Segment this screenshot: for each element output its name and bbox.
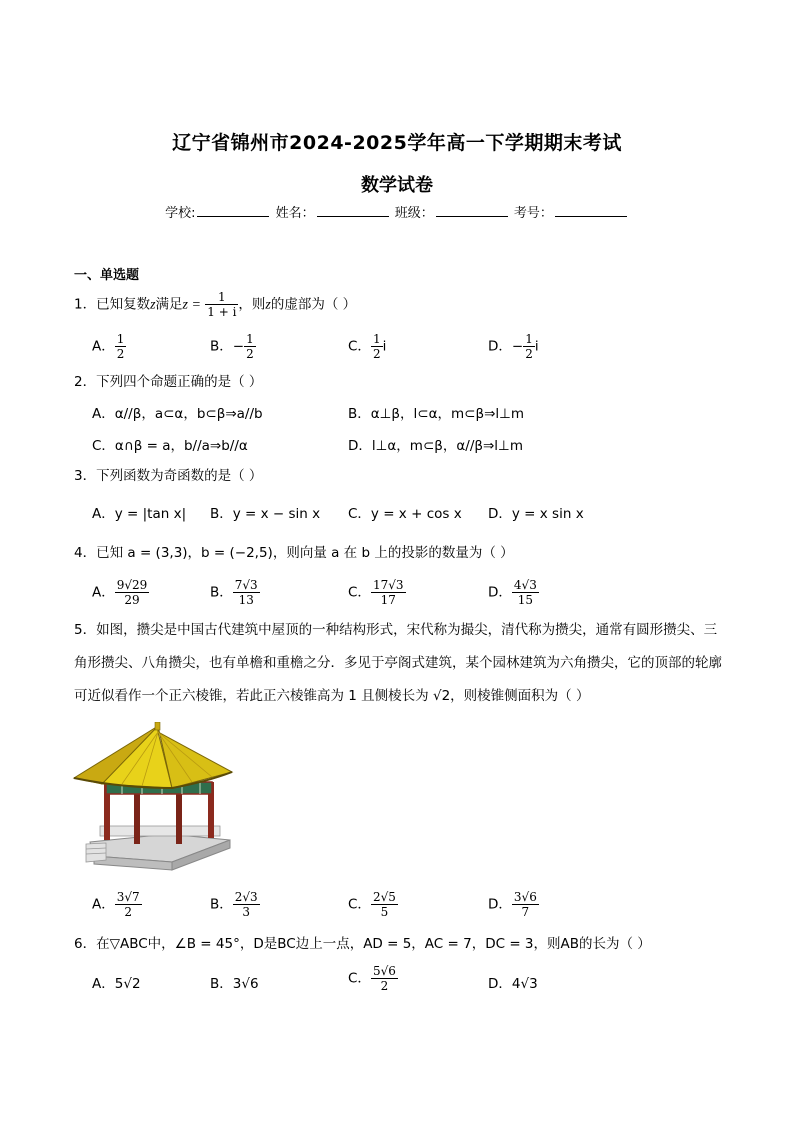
- question-3: 3．下列函数为奇函数的是（ ）: [74, 468, 263, 484]
- q6-option-a[interactable]: A．5√2: [92, 976, 141, 992]
- name-label: 姓名：: [275, 206, 315, 221]
- class-blank[interactable]: [436, 203, 508, 217]
- document-title: 辽宁省锦州市2024-2025学年高一下学期期末考试: [172, 132, 622, 154]
- exam-number-blank[interactable]: [555, 203, 627, 217]
- school-label: 学校:: [165, 206, 196, 221]
- class-label: 班级：: [394, 206, 434, 221]
- q4-option-d[interactable]: D． $\frac{4√3}{15}$: [488, 578, 537, 607]
- q4-option-a[interactable]: A． $\frac{9√29}{29}$: [92, 578, 148, 607]
- q1-fraction: $\frac{1}{1 + i}$: [207, 290, 237, 319]
- q6-option-d[interactable]: D．4√3: [488, 976, 538, 992]
- question-2: 2．下列四个命题正确的是（ ）: [74, 374, 263, 390]
- q1-option-a[interactable]: A． $\frac{1}{2}$: [92, 332, 125, 361]
- q2-option-d[interactable]: D．l⊥α，m⊂β，α//β⇒l⊥m: [348, 438, 523, 454]
- question-4: 4．已知 a = (3,3)，b = (−2,5)，则向量 a 在 b 上的投影的数量为（ ）: [74, 545, 514, 561]
- school-blank[interactable]: [197, 203, 269, 217]
- exam-number-label: 考号：: [513, 206, 553, 221]
- q1-option-c[interactable]: C． $\frac{1}{2}$ i: [348, 332, 387, 361]
- q6-option-c[interactable]: C． $\frac{5√6}{2}$: [348, 964, 396, 993]
- document-subtitle: 数学试卷: [361, 175, 433, 196]
- q5-option-c[interactable]: C． $\frac{2√5}{5}$: [348, 890, 396, 919]
- question-1: 1．已知复数z满足z = $\frac{1}{1 + i}$ ，则z的虚部为（ ）: [74, 290, 357, 319]
- q1-option-d[interactable]: D．− $\frac{1}{2}$ i: [488, 332, 539, 361]
- q5-option-b[interactable]: B． $\frac{2√3}{3}$: [210, 890, 258, 919]
- q3-option-d[interactable]: D．y = x sin x: [488, 506, 584, 522]
- student-info-line: [0, 202, 794, 221]
- q3-option-c[interactable]: C．y = x + cos x: [348, 506, 462, 522]
- section-heading: 一、单选题: [74, 268, 140, 283]
- q1-option-b[interactable]: B．− $\frac{1}{2}$: [210, 332, 254, 361]
- q2-option-a[interactable]: A．α//β，a⊂α，b⊂β⇒a//b: [92, 406, 263, 422]
- question-5: 5．如图，攒尖是中国古代建筑中屋顶的一种结构形式，宋代称为撮尖，清代称为攒尖，通常有圆形攒尖、三角形攒尖、八角攒尖，也有单檐和重檐之分．多见于亭阁式建筑，某个园林建筑为六角攒尖，它的顶部的轮廓可近似看作一个正六棱锥，若此正六棱锥高为 1 且侧棱长为 √2，则棱锥侧面积为（ ）: [74, 622, 722, 704]
- q5-option-a[interactable]: A． $\frac{3√7}{2}$: [92, 890, 140, 919]
- q5-option-d[interactable]: D． $\frac{3√6}{7}$: [488, 890, 537, 919]
- q6-option-b[interactable]: B．3√6: [210, 976, 259, 992]
- pavilion-illustration: [72, 722, 240, 872]
- q3-option-b[interactable]: B．y = x − sin x: [210, 506, 321, 522]
- question-6: 6．在▽ABC中，∠B = 45°，D是BC边上一点，AD = 5，AC = 7，DC = 3，则AB的长为（ ）: [74, 936, 651, 952]
- q3-option-a[interactable]: A．y = |tan x|: [92, 506, 187, 522]
- q4-option-c[interactable]: C． $\frac{17√3}{17}$: [348, 578, 404, 607]
- q2-option-b[interactable]: B．α⊥β，l⊂α，m⊂β⇒l⊥m: [348, 406, 525, 422]
- q4-option-b[interactable]: B． $\frac{7√3}{13}$: [210, 578, 258, 607]
- q2-option-c[interactable]: C．α∩β = a，b//a⇒b//α: [92, 438, 248, 454]
- name-blank[interactable]: [317, 203, 389, 217]
